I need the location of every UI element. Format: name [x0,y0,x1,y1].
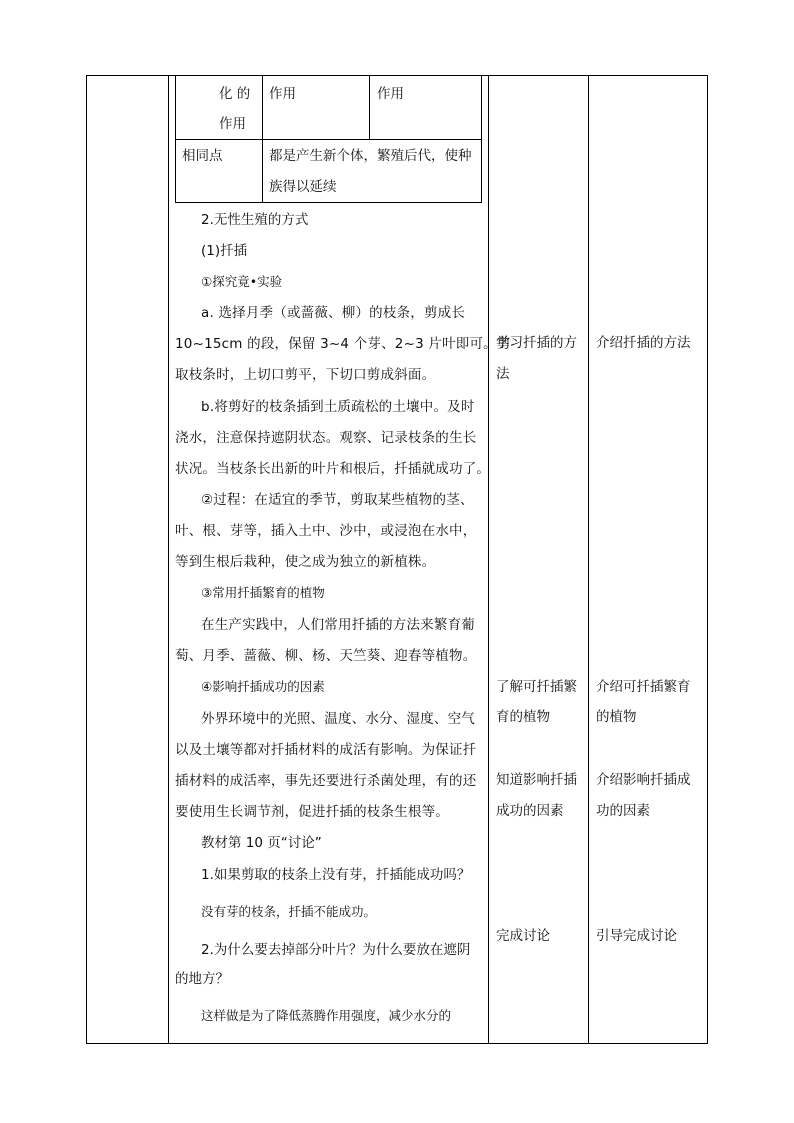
exp-a-line2: 10~15cm 的段，保留 3~4 个芽、2~3 片叶即可。剪 [175,336,511,352]
process-line2: 叶、根、芽等，插入土中、沙中，或浸泡在水中， [175,523,477,539]
teacher-item-3-line2: 功的因素 [596,803,650,819]
teacher-item-3-line1: 介绍影响扦插成 [596,772,691,788]
inner-col-divider-1 [262,75,263,203]
inner-r1-c3: 作用 [377,86,404,102]
col-divider-3 [588,75,589,1044]
inner-r2-content-line2: 族得以延续 [269,179,337,195]
sub-heading-cutting: (1)扦插 [201,243,248,259]
factors-line1: 外界环境中的光照、温度、水分、湿度、空气 [201,711,475,727]
factors-line2: 以及土壤等都对扦插材料的成活有影响。为保证扦 [175,742,477,758]
inner-r1-c1-line2: 作用 [219,116,246,132]
factors-heading: ④影响扦插成功的因素 [201,679,325,694]
student-item-2-line1: 了解可扦插繁 [496,679,577,695]
teacher-item-1: 介绍扦插的方法 [596,335,691,351]
exp-b-line3: 状况。当枝条长出新的叶片和根后，扦插就成功了。 [175,461,491,477]
outer-left-border [86,75,87,1044]
teacher-item-2-line1: 介绍可扦插繁育 [596,679,691,695]
inner-r2-content-line1: 都是产生新个体，繁殖后代，使种 [269,148,472,164]
student-item-2-line2: 育的植物 [496,709,550,725]
plants-heading: ③常用扦插繁育的植物 [201,585,325,600]
section-heading: 2.无性生殖的方式 [201,212,309,228]
inner-right-border [481,75,482,203]
factors-line3: 插材料的成活率，事先还要进行杀菌处理，有的还 [175,773,477,789]
plants-line2: 萄、月季、蔷薇、柳、杨、天竺葵、迎春等植物。 [175,648,477,664]
inner-r1-c1-line1: 化 的 [219,86,251,102]
exp-b-line2: 浇水，注意保持遮阴状态。观察、记录枝条的生长 [175,430,477,446]
exp-a-line1: a. 选择月季（或蔷薇、柳）的枝条，剪成长 [201,305,466,321]
student-item-4: 完成讨论 [496,928,550,944]
experiment-heading: ①探究竟•实验 [201,274,283,289]
student-item-1-line2: 法 [496,366,510,382]
inner-r1-c2: 作用 [269,86,296,102]
textbook-reference: 教材第 10 页“讨论” [201,835,322,851]
student-item-1-line1: 学习扦插的方 [496,335,577,351]
factors-line4: 要使用生长调节剂，促进扦插的枝条生根等。 [175,804,449,820]
col-divider-2 [488,75,489,1044]
answer-2: 这样做是为了降低蒸腾作用强度，减少水分的 [201,1008,452,1023]
question-2-line2: 的地方？ [175,971,229,987]
question-1: 1.如果剪取的枝条上没有芽，扦插能成功吗？ [201,867,471,883]
teacher-item-4: 引导完成讨论 [596,928,677,944]
student-item-3-line2: 成功的因素 [496,803,564,819]
inner-r2-label: 相同点 [182,148,223,164]
inner-col-divider-2 [369,75,370,140]
student-item-3-line1: 知道影响扦插 [496,772,577,788]
teacher-item-2-line2: 的植物 [596,709,637,725]
inner-left-border [175,75,176,203]
inner-row-divider [175,139,482,140]
answer-1: 没有芽的枝条，扦插不能成功。 [201,904,377,919]
question-2-line1: 2.为什么要去掉部分叶片？为什么要放在遮阴 [201,942,471,958]
process-line3: 等到生根后栽种，使之成为独立的新植株。 [175,554,436,570]
col-divider-1 [168,75,169,1044]
exp-b-line1: b.将剪好的枝条插到土质疏松的土壤中。及时 [201,399,475,415]
outer-bottom-border [86,1043,708,1044]
plants-line1: 在生产实践中，人们常用扦插的方法来繁育葡 [201,617,475,633]
outer-top-border [86,75,708,76]
inner-bottom-border [175,202,482,203]
outer-right-border [707,75,708,1044]
exp-a-line3: 取枝条时，上切口剪平，下切口剪成斜面。 [175,367,436,383]
process-line1: ②过程：在适宜的季节，剪取某些植物的茎、 [201,492,474,508]
